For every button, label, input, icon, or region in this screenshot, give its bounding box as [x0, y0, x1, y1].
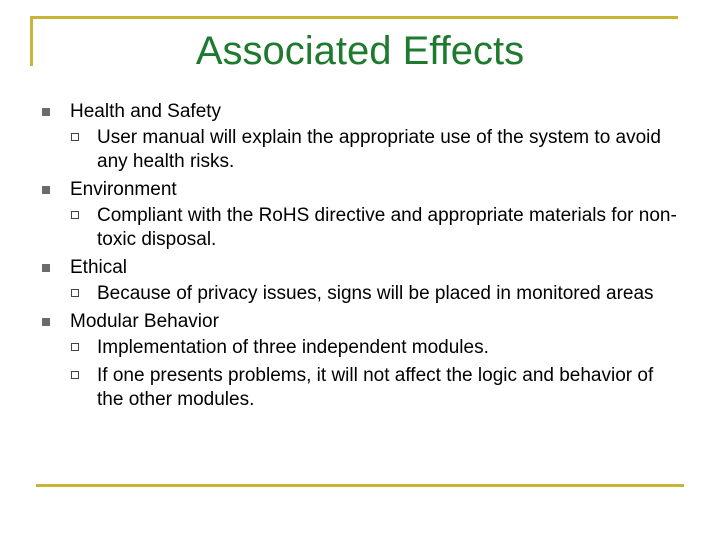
bullet-item — [0, 100, 720, 124]
filled-square-icon — [42, 318, 50, 326]
sub-bullet-item — [0, 282, 720, 306]
sub-bullet-text: Because of privacy issues, signs will be placed in monitored areas — [97, 283, 654, 304]
bullet-item — [0, 178, 720, 202]
frame-bottom-line — [36, 484, 684, 487]
hollow-square-icon — [71, 343, 79, 351]
sub-bullet-text: Implementation of three independent modules. — [97, 337, 489, 358]
bullet-text: Ethical — [70, 257, 128, 278]
sub-bullet-item — [0, 336, 720, 360]
sub-bullet-item — [0, 364, 720, 412]
bullet-text: Health and Safety — [70, 101, 222, 122]
sub-bullet-item — [0, 204, 720, 252]
hollow-square-icon — [71, 371, 79, 379]
bullet-item — [0, 310, 720, 334]
bullet-list — [0, 100, 720, 416]
frame-top-line — [30, 16, 678, 19]
sub-bullet-text: User manual will explain the appropriate use of the system to avoid any health risks. — [97, 127, 661, 172]
bullet-item — [0, 256, 720, 280]
hollow-square-icon — [71, 289, 79, 297]
filled-square-icon — [42, 108, 50, 116]
filled-square-icon — [42, 186, 50, 194]
sub-bullet-item — [0, 126, 720, 174]
hollow-square-icon — [71, 133, 79, 141]
filled-square-icon — [42, 264, 50, 272]
bullet-text: Modular Behavior — [70, 311, 219, 332]
slide-title: Associated Effects — [195, 29, 525, 73]
sub-bullet-text: Compliant with the RoHS directive and appropriate materials for non-toxic disposal. — [97, 205, 677, 250]
hollow-square-icon — [71, 211, 79, 219]
bullet-text: Environment — [70, 179, 177, 200]
sub-bullet-text: If one presents problems, it will not affect the logic and behavior of the other modules. — [97, 365, 654, 410]
